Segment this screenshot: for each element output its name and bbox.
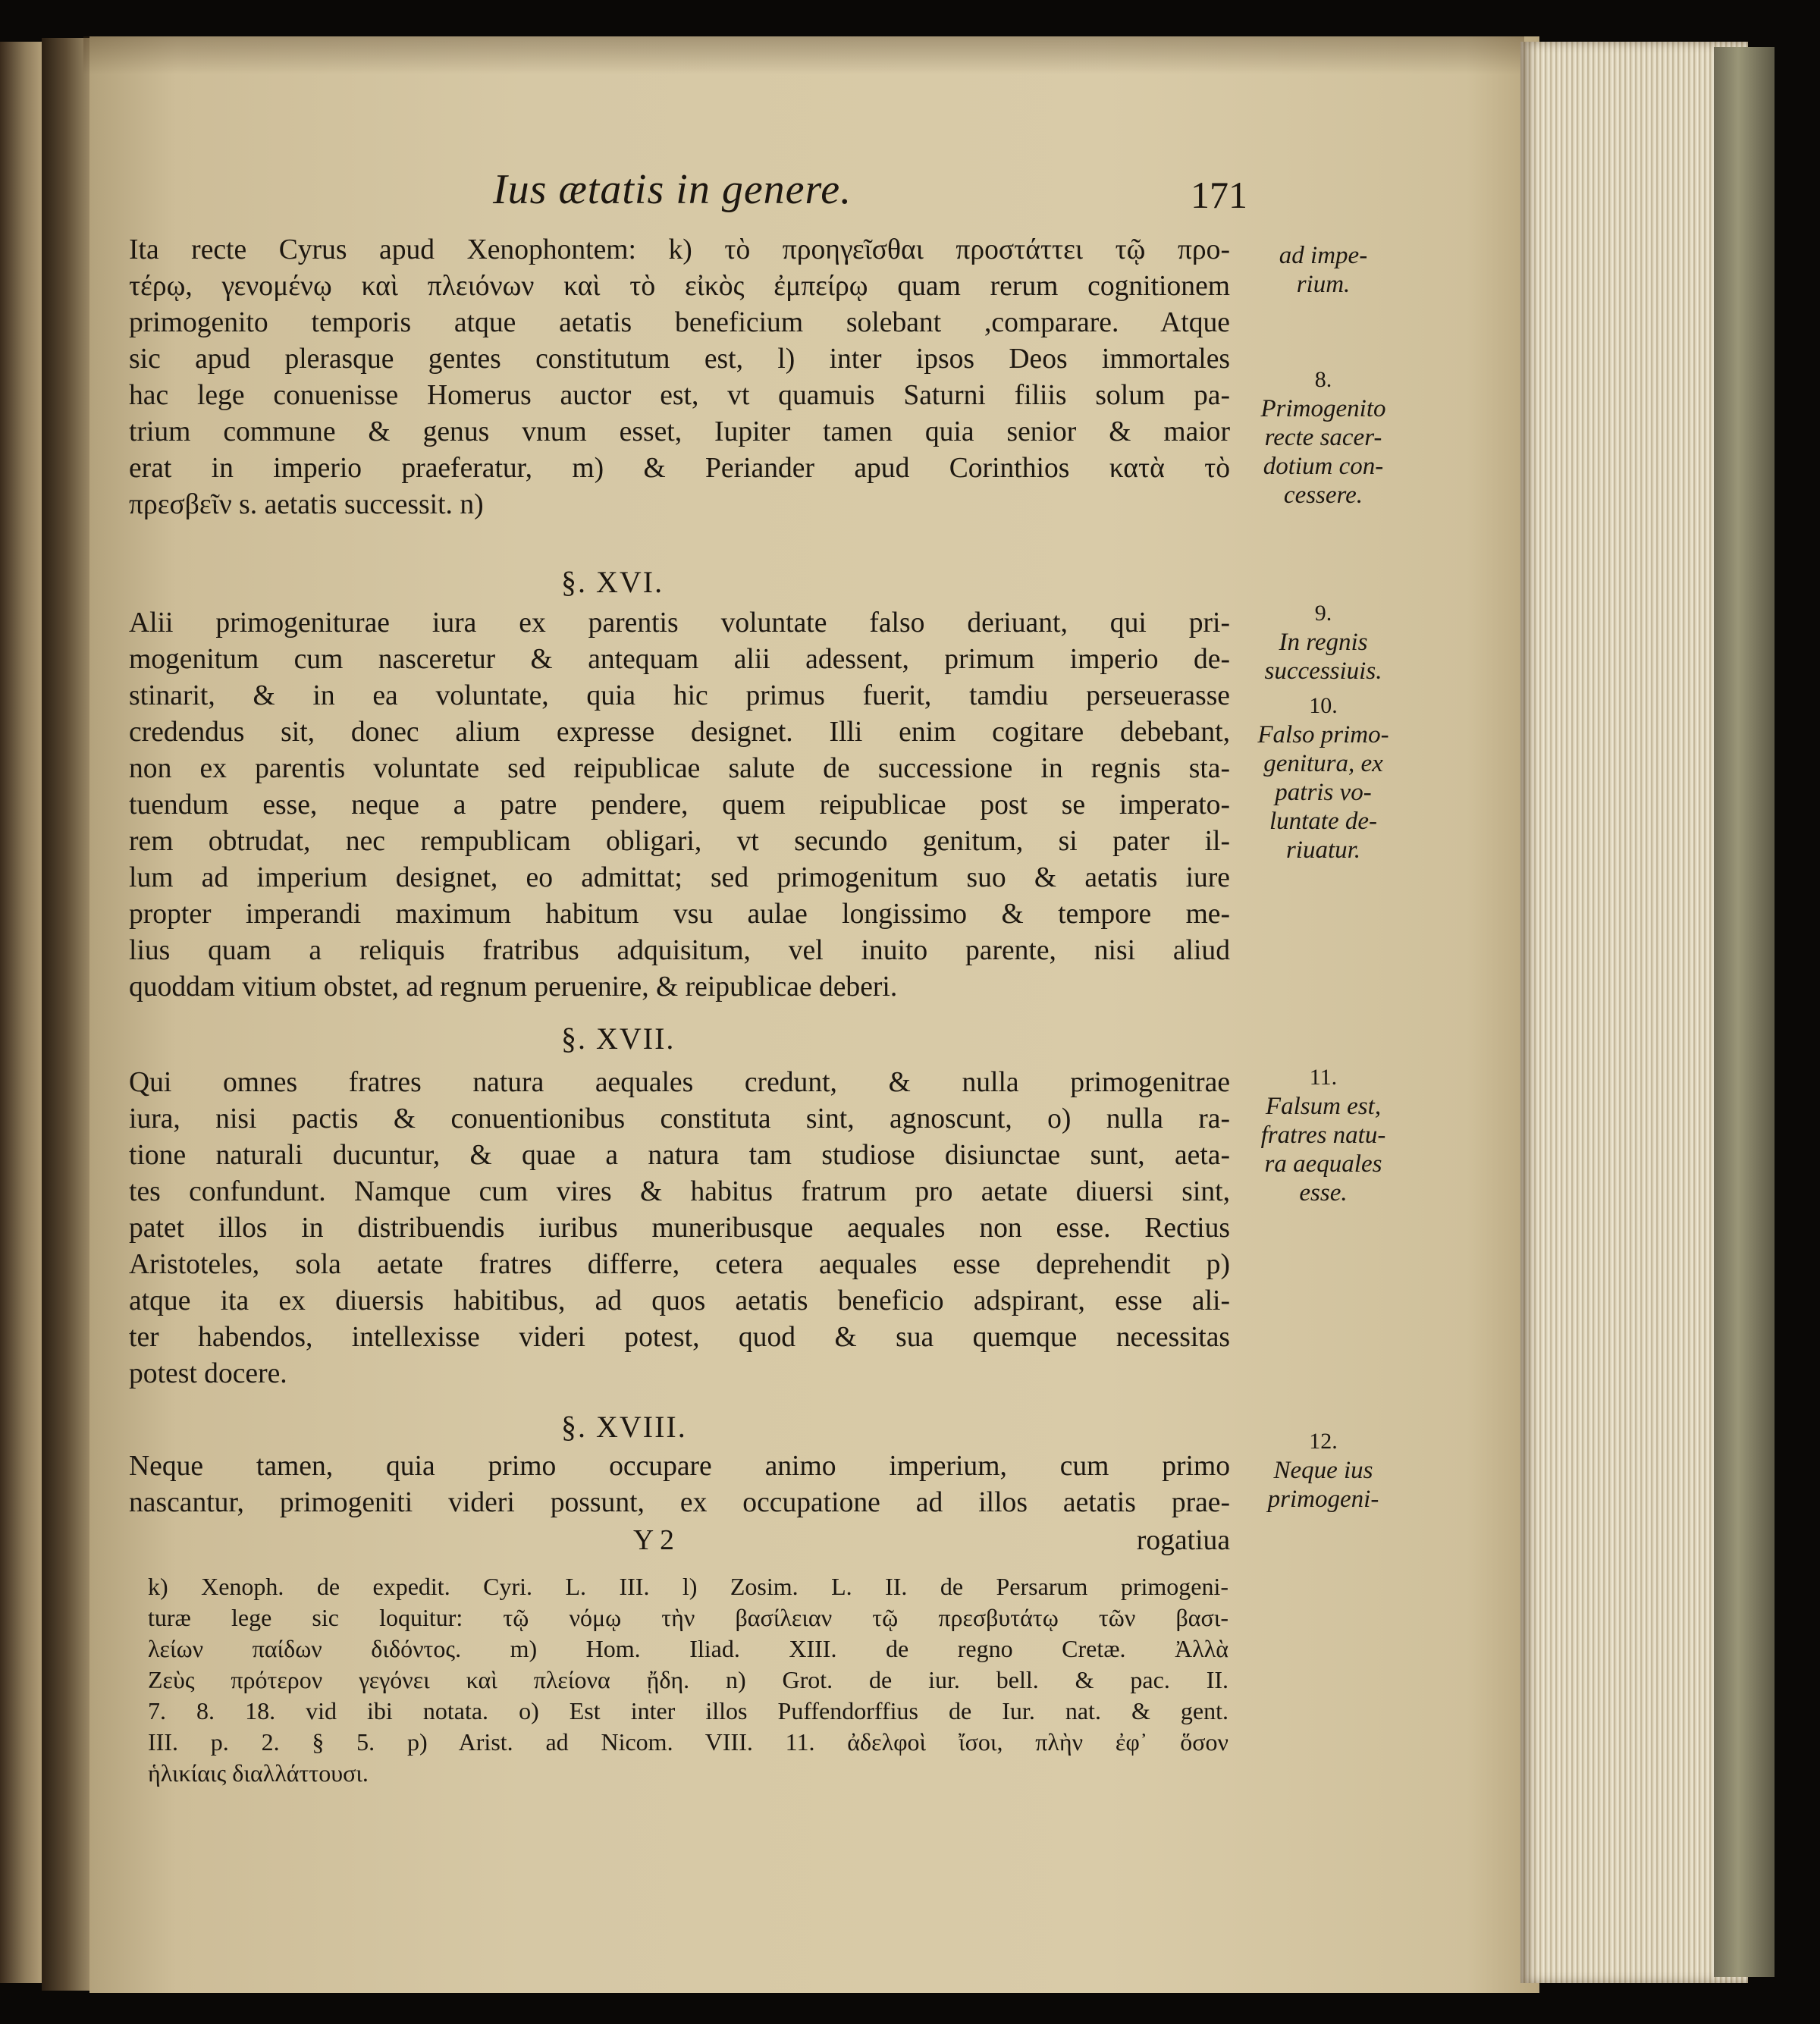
page-top-shadow <box>83 36 1524 74</box>
text-line: propter imperandi maximum habitum vsu aulae longissimo & tempore me- <box>129 899 1230 930</box>
text-line: primogenito temporis atque aetatis beneficium solebant ,comparare. Atque <box>129 307 1230 338</box>
text-line: tes confundunt. Namque cum vires & habitus fratrum pro aetate diuersi sint, <box>129 1176 1230 1207</box>
book-gutter <box>42 38 95 1991</box>
paragraph-3 <box>129 1065 1230 1392</box>
text-line: τέρῳ, γενομένῳ καὶ πλειόνων καὶ τὸ εἰκὸς ἐμπείρῳ quam rerum cognitionem <box>129 271 1230 302</box>
running-header: Ius ætatis in genere. <box>493 166 852 213</box>
text-line: mogenitum cum nasceretur & antequam alii adessent, primum imperio de- <box>129 644 1230 675</box>
section-heading-16: §. XVI. <box>561 565 664 599</box>
text-line: Alii primogeniturae iura ex parentis voluntate falso deriuant, qui pri- <box>129 607 1230 639</box>
signature-mark: Y 2 <box>633 1525 674 1556</box>
catchword: rogatiua <box>1136 1525 1230 1556</box>
text-line: Aristoteles, sola aetate fratres differre, cetera aequales esse deprehendit p) <box>129 1249 1230 1280</box>
footnote-line: 7. 8. 18. vid ibi notata. o) Est inter illos Puffendorffius de Iur. nat. & gent. <box>148 1697 1228 1724</box>
margin-note-12: 12. Neque ius primogeni- <box>1267 1429 1379 1513</box>
text-line: credendus sit, donec alium expresse designet. Illi enim cogitare debebant, <box>129 717 1230 748</box>
footnote-line: λείων παίδων διδόντος. m) Hom. Iliad. XIII. de regno Cretæ. Ἀλλὰ <box>148 1635 1228 1662</box>
text-line: lum ad imperium designet, eo admittat; sed primogenitum suo & aetatis iure <box>129 862 1230 893</box>
margin-note-11: 11. Falsum est, fratres natu- ra aequales esse. <box>1260 1065 1386 1207</box>
footnote-line: k) Xenoph. de expedit. Cyri. L. III. l) Zosim. L. II. de Persarum primogeni- <box>148 1573 1228 1600</box>
text-line: Qui omnes fratres natura aequales credunt, & nulla primogenitrae <box>129 1067 1230 1098</box>
text-line: tuendum esse, neque a patre pendere, quem reipublicae post se imperato- <box>129 789 1230 821</box>
footnotes <box>148 1571 1228 1789</box>
footnote-line: turæ lege sic loquitur: τῷ νόμῳ τὴν βασίλειαν τῷ πρεσβυτάτῳ τῶν βασι- <box>148 1604 1228 1631</box>
text-line: Neque tamen, quia primo occupare animo imperium, cum primo <box>129 1451 1230 1482</box>
paragraph-4 <box>129 1448 1230 1521</box>
text-line: lius quam a reliquis fratribus adquisitum, vel inuito parente, nisi aliud <box>129 935 1230 966</box>
margin-note-10: 10. Falso primo- genitura, ex patris vo- luntate de- riuatur. <box>1257 693 1389 864</box>
text-line: non ex parentis voluntate sed reipublicae salute de successione in regnis sta- <box>129 753 1230 784</box>
section-heading-18: §. XVIII. <box>561 1410 687 1444</box>
book-cover-board <box>1714 47 1774 1977</box>
text-line: sic apud plerasque gentes constitutum est, l) inter ipsos Deos immortales <box>129 344 1230 375</box>
text-line: erat in imperio praeferatur, m) & Periander apud Corinthios κατὰ τὸ <box>129 453 1230 484</box>
text-line: hac lege conuenisse Homerus auctor est, vt quamuis Saturni filiis solum pa- <box>129 380 1230 411</box>
text-line: stinarit, & in ea voluntate, quia hic primus fuerit, tamdiu perseuerasse <box>129 680 1230 711</box>
footnote-line: III. p. 2. § 5. p) Arist. ad Nicom. VIII. 11. ἀδελφοὶ ἴσοι, πλὴν ἐφ᾽ ὅσον <box>148 1728 1228 1756</box>
text-line: ter habendos, intellexisse videri potest, quod & sua quemque necessitas <box>129 1322 1230 1353</box>
text-line: atque ita ex diuersis habitibus, ad quos aetatis beneficio adspirant, esse ali- <box>129 1285 1230 1316</box>
text-line: nascantur, primogeniti videri possunt, ex occupatione ad illos aetatis prae- <box>129 1487 1230 1518</box>
text-line: tione naturali ducuntur, & quae a natura tam studiose disiunctae sunt, aeta- <box>129 1140 1230 1171</box>
text-line: quoddam vitium obstet, ad regnum peruenire, & reipublicae deberi. <box>129 971 898 1003</box>
margin-note-7: ad impe- rium. <box>1279 242 1368 298</box>
margin-note-9: 9. In regnis successiuis. <box>1264 601 1382 685</box>
text-line: Ita recte Cyrus apud Xenophontem: k) τὸ προηγεῖσθαι προστάττει τῷ προ- <box>129 234 1230 265</box>
signature-catchword-line <box>129 1523 1230 1559</box>
footnote-line: Ζεὺς πρότερον γεγόνει καὶ πλείονα ᾔδη. n) Grot. de iur. bell. & pac. II. <box>148 1666 1228 1693</box>
text-line: rem obtrudat, nec rempublicam obligari, vt secundo genitum, si pater il- <box>129 826 1230 857</box>
text-line: trium commune & genus vnum esset, Iupiter tamen quia senior & maior <box>129 416 1230 447</box>
text-line: patet illos in distribuendis iuribus muneribusque aequales non esse. Rectius <box>129 1213 1230 1244</box>
page-number: 171 <box>1191 174 1247 216</box>
paragraph-2 <box>129 605 1230 1006</box>
footnote-line: ἡλικίαις διαλλάττουσι. <box>148 1759 369 1787</box>
section-heading-17: §. XVII. <box>561 1021 676 1056</box>
facing-page-edge <box>0 42 46 1983</box>
paragraph-1 <box>129 232 1230 523</box>
text-line: potest docere. <box>129 1358 287 1389</box>
text-line: πρεσβεῖν s. aetatis successit. n) <box>129 489 484 520</box>
text-line: iura, nisi pactis & conuentionibus constituta sint, agnoscunt, o) nulla ra- <box>129 1103 1230 1134</box>
margin-note-8: 8. Primogenito recte sacer- dotium con- cessere. <box>1260 367 1386 509</box>
